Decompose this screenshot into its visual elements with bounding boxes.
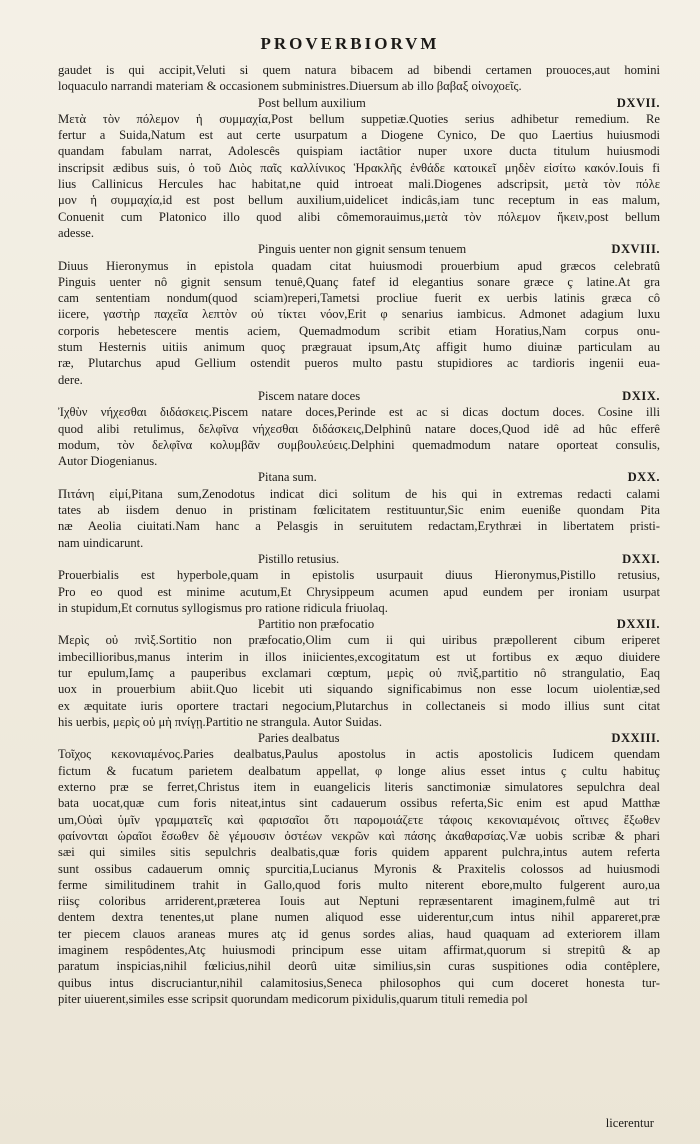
- text-line: gaudet is qui accipit,Veluti si quem natura bibacem ad bibendi certamen prouoces,aut homini: [58, 63, 660, 77]
- text-line: loquaculo narrandi materiam & occasionem subministres.Diuersum ab illo βαβαξ οἰνοχοεῖς.: [58, 79, 522, 94]
- text-line: inscripsit ædibus suis, ὁ τοῦ Διὸς παῖς καλλίνικος Ἡρακλῆς ἐνθάδε κατοικεῖ μηδὲν εἰσίτω κακόν.Iouis fi: [58, 160, 660, 175]
- text-line: ter piecem clauos araneas mures atç id genus sordes alias, haud quaquam ad exteriorem illam: [58, 926, 660, 941]
- text-line: lius Callinicus Hercules hac habitat,ne quid introeat mali.Diogenes adscripsit, μετὰ τὸν πόλε: [58, 177, 660, 192]
- text-line: cam sententiam nondum(quod sciam)reperi,Tametsi procliue fuerit ex uerbis latinis græca cô: [58, 291, 660, 306]
- text-line: bata uocat,quæ cum foris niteat,intus sint cadauerum ossibus referta,Sic enim est apud Matthæ: [58, 796, 660, 811]
- adage-title: Pinguis uenter non gignit sensum tenuem: [258, 242, 467, 257]
- text-line: quibus intus discruciantur,nihil calamitosius,Seneca philosophos qui cum doceret honesta tur-: [58, 975, 660, 990]
- adage-number: DXX.: [627, 470, 660, 485]
- text-line: Τοῖχος κεκονιαμένος.Paries dealbatus,Paulus apostolus in actis apostolicis Iudicem quendam: [58, 747, 660, 762]
- text-line: Ἰχθὺν νήχεσθαι διδάσκεις.Piscem natare doces,Perinde est ac si dicas doctum doces. Cosine illi: [58, 405, 660, 420]
- adage-heading: [58, 388, 660, 404]
- text-line: riisç coloribus arriderent,præterea Iouis aut Neptuni repræsentarent imaginem,fulmê aut tri: [58, 894, 660, 909]
- text-line: his uerbis, μερὶς οὐ μὴ πνίγῃ.Partitio ne strangula. Autor Suidas.: [58, 714, 382, 729]
- adage-heading: [58, 95, 660, 111]
- text-line: Prouerbialis est hyperbole,quam in epistolis usurpauit diuus Hieronymus,Pistillo retusius,: [58, 568, 660, 583]
- text-line: tates ab iisdem denuo in pristinam fœlicitatem restituuntur,Sic enim eueniße quondam Pita: [58, 503, 660, 518]
- adage-number: DXXII.: [616, 617, 660, 632]
- adage-heading: [58, 551, 660, 567]
- adage-title: Partitio non præfocatio: [258, 617, 375, 632]
- adage-title: Post bellum auxilium: [258, 95, 366, 110]
- text-line: Pro eo quod est minime acutum,Et Chrysippeum acumen apud eundem per ironiam usurpat: [58, 584, 660, 599]
- text-line: modum, τὸν δελφῖνα κολυμβᾶν συμβουλεύεις.Delphini quemadmodum natare oporteat consulis,: [58, 437, 660, 452]
- text-line: iicere, γαστὴρ παχεῖα λεπτὸν οὐ τίκτει νόον,Erit φ senarius iambicus. Admonet adagium luxu: [58, 307, 660, 322]
- text-line: adesse.: [58, 225, 95, 240]
- text-line: Μερὶς οὐ πνὶξ.Sortitio non præfocatio,Olim cum ii qui uiribus præpollerent cibum eriperet: [58, 633, 660, 648]
- text-line: fertur a Suida,Natum est aut certe usurpatum a Diogene Cynico, De quo Laertius huiusmodi: [58, 128, 660, 143]
- adage-heading: [58, 241, 660, 257]
- adage-number: DXVII.: [616, 95, 660, 110]
- text-line: uox in prouerbium abiit.Quo licebit uti siquando significabimus non esse locum uiolentiæ,sed: [58, 682, 660, 697]
- adage-number: DXXI.: [622, 551, 660, 566]
- text-line: dentem dextra tenentes,ut plane numen aliquod esse uiderentur,cum intus nihil appareret,præ: [58, 910, 660, 925]
- text-line: Μετὰ τὸν πόλεμον ἡ συμμαχία,Post bellum suppetiæ.Quoties serius adhibetur remedium. Re: [58, 111, 660, 126]
- adage-title: Piscem natare doces: [258, 388, 361, 403]
- text-line: quod alibi retulimus, δελφῖνα νήχεσθαι διδάσκεις,Delphinû natare doces,Quod idê ad hûc efferê: [58, 421, 660, 436]
- text-line: Pinguis uenter nô gignit sensum tenuê,Quanç fatef id elegantius sonare græce ç latine.At gra: [58, 274, 660, 289]
- text-line: in stupidum,Et cornutus syllogismus pro ratione ridicula friuolaq.: [58, 600, 388, 615]
- text-line: piter uiuerent,similes esse scripsit quorundam medicorum pixidulis,quarum tituli remedia pol: [58, 991, 528, 1006]
- adage-title: Pistillo retusius.: [258, 551, 340, 566]
- text-line: quandam fabulam narrat, Adolescês quispiam iactâtior nuper uxore ducta titulum huiusmodi: [58, 144, 660, 159]
- text-line: nam uindicarunt.: [58, 535, 144, 550]
- text-line: fictum & fucatum parietem dealbatum appellat, φ longe alius esset intus ç cultu habituç: [58, 763, 660, 778]
- text-line: μον ἡ συμμαχία,id est post bellum auxilium,uidelicet indicâs,iam tunc receptum in eas malum,: [58, 193, 660, 208]
- text-line: sunt ossibus cadauerum omniç spurcitia,Lucianus Myronis & Praxitelis colossos ad huiusmodi: [58, 861, 660, 876]
- text-line: um,Οὐαὶ ὑμῖν γραμματεῖς καὶ φαρισαῖοι ὅτι παρομοιάζετε τάφοις κεκονιαμένοις οἵτινες ἔξωθεν: [58, 812, 660, 827]
- text-line: tur epulum,Iamç a pauperibus exclamari cœptum, μερὶς οὐ πνὶξ,partitio nô strangulatio, Eaq: [58, 665, 660, 680]
- adage-number: DXIX.: [622, 388, 660, 403]
- adage-heading: [58, 730, 660, 746]
- text-line: ex æquitate iuris oportere tractari negocium,Plutarchus in collectaneis si modo illius sunt citat: [58, 698, 660, 713]
- text-line: externo præ se ferret,Christus item in euangelicis literis sanctimoniæ simulatores sepulchra deal: [58, 780, 660, 795]
- text-line: corporis hebetescere mentis aciem, Quemadmodum scribit etiam Horatius,Nam corpus onu-: [58, 323, 660, 338]
- text-line: imaginem respôdentes,Atç huiusmodi principum esse uitam affirmat,quorum si strepitû & ap: [58, 943, 660, 958]
- adage-title: Pitana sum.: [258, 470, 317, 485]
- text-line: stum Hesternis uitiis animum quoç prægrauat ipsum,Atç affigit humo diuinæ particulam au: [58, 340, 660, 355]
- text-line: imbecillioribus,manus interim in illos iniicientes,excogitatum est ut fortibus ex æquo diuidere: [58, 649, 660, 664]
- text-line: ræ, Plutarchus apud Gellium ostendit pueros multo pastu stupidiores ac tardioris ingenii eua-: [58, 356, 660, 371]
- adage-title: Paries dealbatus: [258, 731, 340, 746]
- body-text: [58, 62, 660, 1007]
- adage-number: DXVIII.: [611, 242, 660, 257]
- adage-heading: [58, 469, 660, 485]
- text-line: φαίνονται ὡραῖοι ἔσωθεν δὲ γέμουσιν ὀστέων νεκρῶν καὶ πάσης ἀκαθαρσίας.Væ uobis scribæ & phari: [58, 828, 660, 843]
- text-line: paratum inspicias,nihil fœlicius,nihil deorû uitæ similius,sin curas suspitiones odia contêplere,: [58, 959, 660, 974]
- text-line: ferme similitudinem trahit in Gallo,quod foris multo niterent ebore,multo fulgerent auro,ua: [58, 877, 660, 892]
- text-line: Autor Diogenianus.: [58, 454, 158, 469]
- text-line: sæi qui similes sitis sepulchris dealbatis,quæ foris quidem apparent pulchra,intus autem referta: [58, 845, 660, 860]
- text-line: Conuenit cum Platonico illo quod alibi cômemorauimus,μετὰ τὸν πόλεμον ἥκειν,post bellum: [58, 209, 660, 224]
- text-line: Πιτάνη εἰμί,Pitana sum,Zenodotus indicat dici solitum de his qui in extremas redacti calami: [58, 486, 660, 501]
- catchword: licerentur: [605, 1116, 654, 1130]
- text-line: Diuus Hieronymus in epistola quadam citat huiusmodi prouerbium apud græcos celebratû: [58, 258, 660, 273]
- text-line: dere.: [58, 372, 83, 387]
- text-line: næ Aeolia ciuitati.Nam hanc a Pelasgis in seruitutem redactam,Erythræi in libertatem pristi-: [58, 519, 660, 534]
- running-head: PROVERBIORVM: [260, 34, 440, 53]
- adage-number: DXXIII.: [611, 731, 660, 746]
- adage-heading: [58, 616, 660, 632]
